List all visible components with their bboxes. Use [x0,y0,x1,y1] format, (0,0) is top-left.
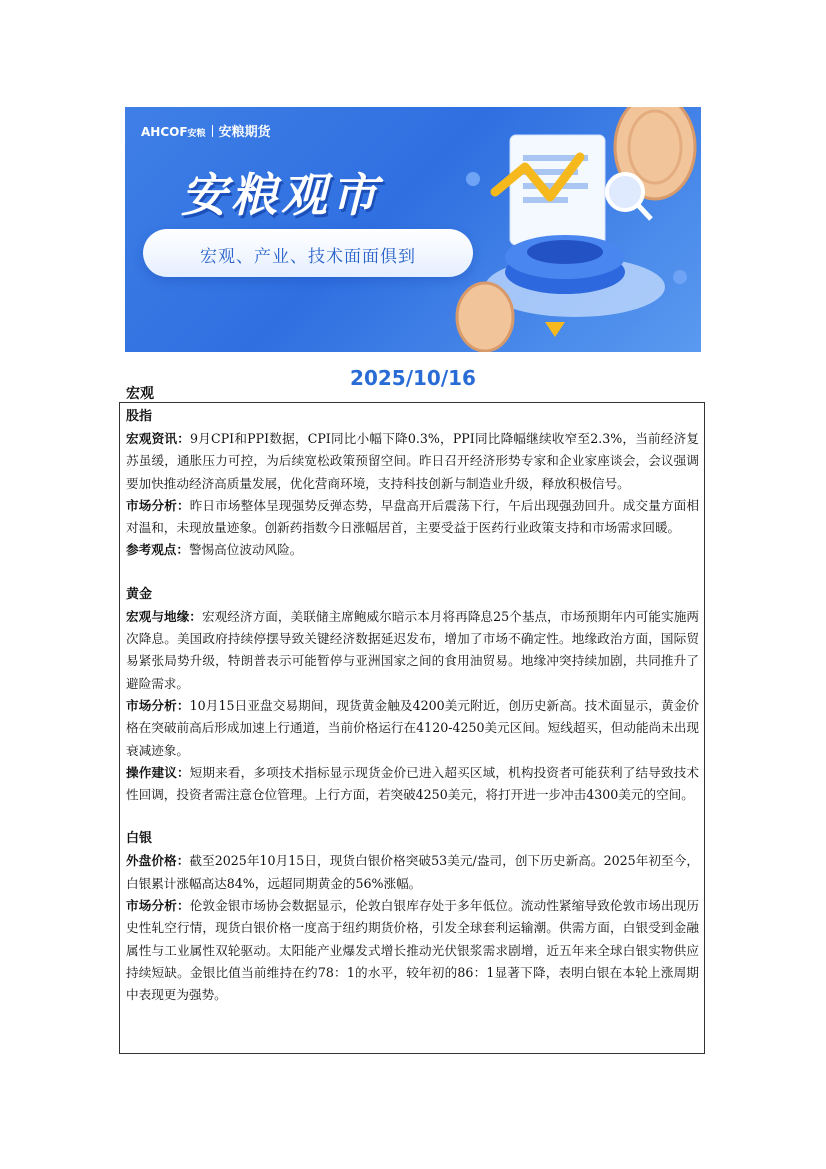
logo-divider [212,125,213,137]
paragraph [126,606,699,695]
paragraph [126,539,699,561]
paragraph-label: 市场分析： [126,898,190,914]
paragraph [126,850,699,895]
paragraph-text: 截至2025年10月15日，现货白银价格突破53美元/盎司，创下历史新高。2025年初至今，白银累计涨幅高达84%，远超同期黄金的56%涨幅。 [126,853,699,891]
block-heading-gold: 黄金 [126,586,153,602]
header-banner [125,107,701,352]
paragraph-text: 昨日市场整体呈现强势反弹态势，早盘高开后震荡下行，午后出现强劲回升。成交量方面相对温和，未现放量迹象。创新药指数今日涨幅居首，主要受益于医药行业政策支持和市场需求回暖。 [126,497,700,536]
spacer [126,806,699,828]
paragraph [126,495,699,540]
paragraph-label: 外盘价格： [126,853,190,869]
finance-illustration-icon [455,107,701,352]
paragraph [126,895,699,1006]
paragraph-label: 操作建议： [126,764,190,780]
logo-en: AHCOF [141,125,188,139]
banner-title: 安粮观市 [181,168,381,222]
paragraph-text: 10月15日亚盘交易期间，现货黄金触及4200美元附近，创历史新高。技术面显示，黄金价格在突破前高后形成加速上行通道，当前价格运行在4120-4250美元区间。短线超买，但动能尚未出现衰减迹象。 [126,697,700,758]
paragraph-text: 9月CPI和PPI数据，CPI同比小幅下降0.3%，PPI同比降幅继续收窄至2.3%，当前经济复苏虽缓，通胀压力可控，为后续宽松政策预留空间。昨日召开经济形势专家和企业家座谈会，会议强调要加快推动经济高质量发展，优化营商环境，支持科技创新与制造业升级，释放积极信号。 [126,431,700,491]
paragraph-label: 市场分析： [126,497,190,513]
paragraph-text: 短期来看，多项技术指标显示现货金价已进入超买区域，机构投资者可能获利了结导致技术性回调，投资者需注意仓位管理。上行方面，若突破4250美元，将打开进一步冲击4300美元的空间。 [126,764,700,803]
paragraph [126,428,699,495]
paragraph [126,695,699,762]
paragraph-label: 宏观资讯： [126,431,191,446]
magnifier-icon [607,174,643,210]
paragraph-text: 宏观经济方面，美联储主席鲍威尔暗示本月将再降息25个基点，市场预期年内可能实施两次降息。美国政府持续停摆导致关键经济数据延迟发布，增加了市场不确定性。地缘政治方面，国际贸易紧张局势升级，特朗普表示可能暂停与亚洲国家之间的食用油贸易。地缘冲突持续加剧，共同推升了避险需求。 [126,608,699,691]
spacer [126,562,699,584]
brand-logo [141,121,271,140]
block-heading-silver: 白银 [126,831,153,847]
section-title: 宏观 [126,386,154,402]
banner-subtitle: 宏观、产业、技术面面俱到 [200,247,416,267]
paragraph-text: 警惕高位波动风险。 [188,542,303,558]
paragraph-text: 伦敦金银市场协会数据显示，伦敦白银库存处于多年低位。流动性紧缩导致伦敦市场出现历史性轧空行情，现货白银价格一度高于纽约期货价格，引发全球套利运输潮。供需方面，白银受到金融属性与工业属性双轮驱动。太阳能产业爆发式增长推动光伏银浆需求剧增，近五年来全球白银实物供应持续短缺。金银比值当前维持在约78：1的水平，较年初的86：1显著下降，表明白银在本轮上涨周期中表现更为强势。 [126,898,700,1003]
paragraph-label: 市场分析： [126,697,190,713]
paragraph [126,762,699,807]
banner-subtitle-pill [143,229,473,277]
report-date: 2025/10/16 [350,366,476,390]
block-heading-stock-index: 股指 [126,409,153,424]
content-box [119,402,705,1054]
brand-name: 安粮期货 [218,125,271,140]
paragraph-label: 参考观点： [126,542,189,558]
paragraph-label: 宏观与地缘： [126,608,202,624]
logo-cn-small: 安粮 [187,129,206,139]
